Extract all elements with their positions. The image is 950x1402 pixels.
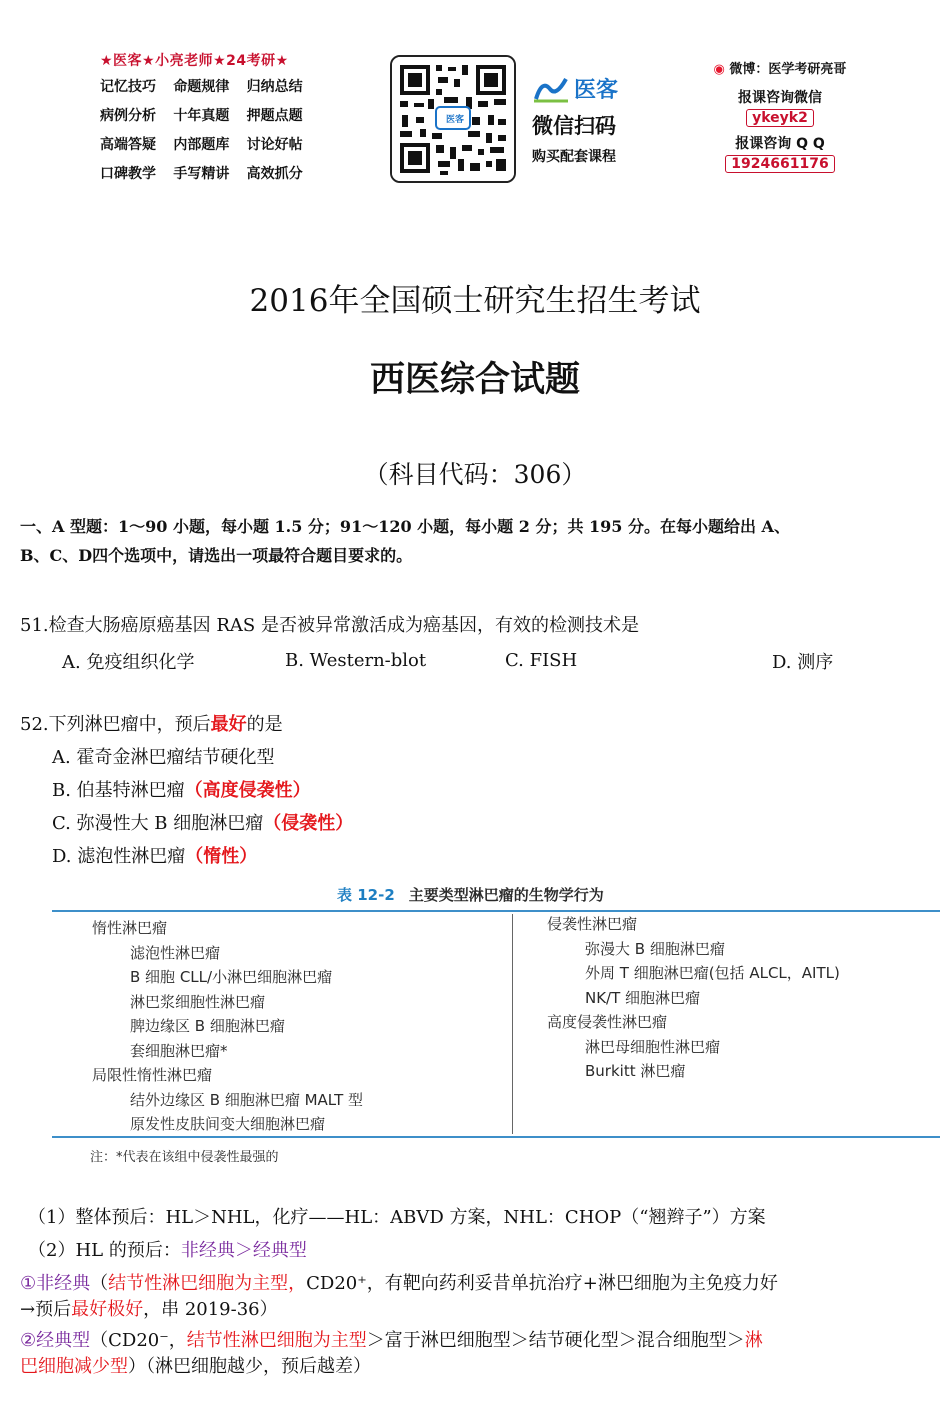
contact-block	[700, 58, 860, 179]
feature-row	[100, 105, 320, 125]
wechat-id[interactable]: ykeyk2	[746, 109, 814, 127]
table-note: 注：*代表在该组中侵袭性最强的	[90, 1150, 279, 1165]
q52-option-d[interactable]	[52, 842, 257, 868]
feature-item: 高端答疑	[100, 137, 156, 153]
q52-stem-text: 的是	[246, 714, 283, 735]
option-annotation: （惰性）	[185, 846, 258, 867]
feature-item: 口碑教学	[100, 166, 156, 182]
q51-option-a[interactable]: A. 免疫组织化学	[62, 652, 195, 673]
feature-item: 十年真题	[173, 108, 230, 124]
note-1: （1）整体预后：HL＞NHL，化疗——HL：ABVD 方案，NHL：CHOP（“翘辫子”）方案	[28, 1207, 766, 1228]
table-cell: B 细胞 CLL/小淋巴细胞淋巴瘤	[130, 968, 333, 986]
question-51-stem: 51.检查大肠癌原癌基因 RAS 是否被异常激活成为癌基因，有效的检测技术是	[20, 615, 639, 636]
note-4	[20, 1328, 945, 1380]
table-cell: 局限性惰性淋巴瘤	[92, 1066, 213, 1084]
brand-block	[532, 73, 618, 166]
table-cell: 结外边缘区 B 细胞淋巴瘤 MALT 型	[130, 1090, 364, 1109]
qr-badge: 医客	[445, 115, 464, 125]
note-highlight: 最好极好	[71, 1299, 144, 1320]
note-text: （2）HL 的预后：	[28, 1240, 181, 1261]
table-cell: 惰性淋巴瘤	[92, 919, 168, 937]
note-text: ＞富于淋巴细胞型＞结节硬化型＞混合细胞型＞	[366, 1330, 745, 1351]
note-text: ，串 2019-36）	[143, 1299, 278, 1320]
brand-logo-icon	[532, 75, 570, 103]
q51-option-b[interactable]: B. Western-blot	[285, 650, 427, 671]
exam-title: 2016年全国硕士研究生招生考试	[249, 283, 701, 319]
note-text: （	[90, 1273, 109, 1294]
subject-code: （科目代码：306）	[363, 460, 587, 489]
wechat-label: 报课咨询微信	[738, 90, 822, 106]
feature-item: 手写精讲	[173, 166, 230, 182]
option-text: C. 弥漫性大 B 细胞淋巴瘤	[52, 813, 264, 834]
feature-row	[100, 163, 320, 183]
table-left-column	[92, 916, 363, 1137]
table-cell: 高度侵袭性淋巴瘤	[547, 1013, 668, 1031]
table-cell: NK/T 细胞淋巴瘤	[585, 988, 701, 1007]
qr-code[interactable]	[390, 55, 516, 183]
buy-label: 购买配套课程	[532, 149, 616, 165]
option-text: A. 霍奇金淋巴瘤结节硬化型	[52, 747, 275, 768]
q52-option-c[interactable]	[52, 809, 353, 835]
note-highlight: 结节性淋巴细胞为主型，	[108, 1273, 307, 1294]
option-text: B. 伯基特淋巴瘤	[52, 780, 185, 801]
table-cell: 弥漫大 B 细胞淋巴瘤	[585, 939, 725, 958]
table-cell: 滤泡性淋巴瘤	[130, 943, 221, 962]
table-cell: 脾边缘区 B 细胞淋巴瘤	[130, 1017, 285, 1035]
option-annotation: （高度侵袭性）	[184, 780, 311, 801]
lymphoma-table	[52, 880, 940, 1170]
feature-item: 命题规律	[173, 79, 230, 95]
note-highlight: 淋	[744, 1330, 763, 1351]
feature-item: 内部题库	[173, 137, 230, 153]
note-2	[28, 1238, 307, 1264]
option-text: D. 滤泡性淋巴瘤	[52, 846, 186, 867]
section-instruction	[20, 512, 945, 570]
qq-label: 报课咨询 Q Q	[735, 136, 825, 152]
table-cell: 套细胞淋巴瘤*	[130, 1041, 228, 1060]
feature-item: 高效抓分	[246, 166, 303, 182]
question-52-stem	[20, 710, 283, 736]
q52-stem-highlight: 最好	[210, 714, 247, 735]
feature-item: 押题点题	[246, 108, 303, 124]
brand-name: 医客	[574, 78, 619, 103]
note-text: （CD20⁻，	[90, 1330, 187, 1351]
feature-item: 病例分析	[100, 108, 156, 124]
note-highlight: 巴细胞减少型	[20, 1356, 128, 1377]
note-highlight: 非经典＞经典型	[180, 1240, 307, 1261]
note-highlight: 结节性淋巴细胞为主型	[186, 1330, 367, 1351]
table-column-divider	[512, 914, 513, 1134]
scan-label: 微信扫码	[532, 114, 616, 138]
brand-logo	[532, 73, 618, 104]
note-text: CD20⁺，有靶向药利妥昔单抗治疗+淋巴细胞为主免疫力好	[306, 1273, 778, 1294]
table-cell: 原发性皮肤间变大细胞淋巴瘤	[130, 1115, 326, 1133]
note-text: →预后	[20, 1299, 72, 1320]
table-bottom-rule	[52, 1136, 940, 1138]
table-number: 表 12-2	[337, 886, 395, 904]
promo-slogan: ★医客★小亮老师★24考研★	[100, 53, 289, 69]
note-marker: ①非经典	[20, 1273, 91, 1294]
q51-option-c[interactable]: C. FISH	[505, 650, 578, 671]
q51-option-d[interactable]: D. 测序	[772, 652, 834, 673]
q52-stem-text: 52.下列淋巴瘤中，预后	[20, 714, 211, 735]
feature-item: 讨论好帖	[246, 137, 303, 153]
q52-option-b[interactable]	[52, 776, 311, 802]
instruction-line: B、C、D四个选项中，请选出一项最符合题目要求的。	[20, 546, 413, 565]
feature-item: 归纳总结	[246, 79, 303, 95]
qq-id[interactable]: 1924661176	[725, 155, 834, 173]
q52-option-a[interactable]	[52, 743, 274, 769]
option-annotation: （侵袭性）	[263, 813, 354, 834]
table-cell: Burkitt 淋巴瘤	[585, 1062, 686, 1080]
table-cell: 淋巴母细胞性淋巴瘤	[585, 1037, 721, 1056]
note-3	[20, 1271, 945, 1323]
table-cell: 外周 T 细胞淋巴瘤(包括 ALCL，AITL)	[585, 964, 840, 982]
note-marker: ②经典型	[20, 1330, 91, 1351]
weibo-label	[700, 58, 860, 77]
exam-subtitle: 西医综合试题	[369, 360, 580, 400]
table-cell: 淋巴浆细胞性淋巴瘤	[130, 992, 266, 1011]
weibo-text: 微博：医学考研亮哥	[729, 62, 847, 77]
table-title: 主要类型淋巴瘤的生物学行为	[408, 886, 604, 904]
feature-row	[100, 76, 320, 96]
feature-row	[100, 134, 320, 154]
promo-features	[100, 50, 320, 192]
feature-item: 记忆技巧	[100, 79, 156, 95]
table-right-column	[547, 912, 840, 1084]
note-text: ）（淋巴细胞越少，预后越差）	[128, 1356, 371, 1377]
weibo-icon: ◉	[713, 62, 725, 77]
table-cell: 侵袭性淋巴瘤	[547, 915, 638, 933]
instruction-line: 一、A 型题：1～90 小题，每小题 1.5 分；91～120 小题，每小题 2 分；共 195 分。在每小题给出 A、	[20, 517, 790, 536]
table-caption	[337, 884, 604, 905]
